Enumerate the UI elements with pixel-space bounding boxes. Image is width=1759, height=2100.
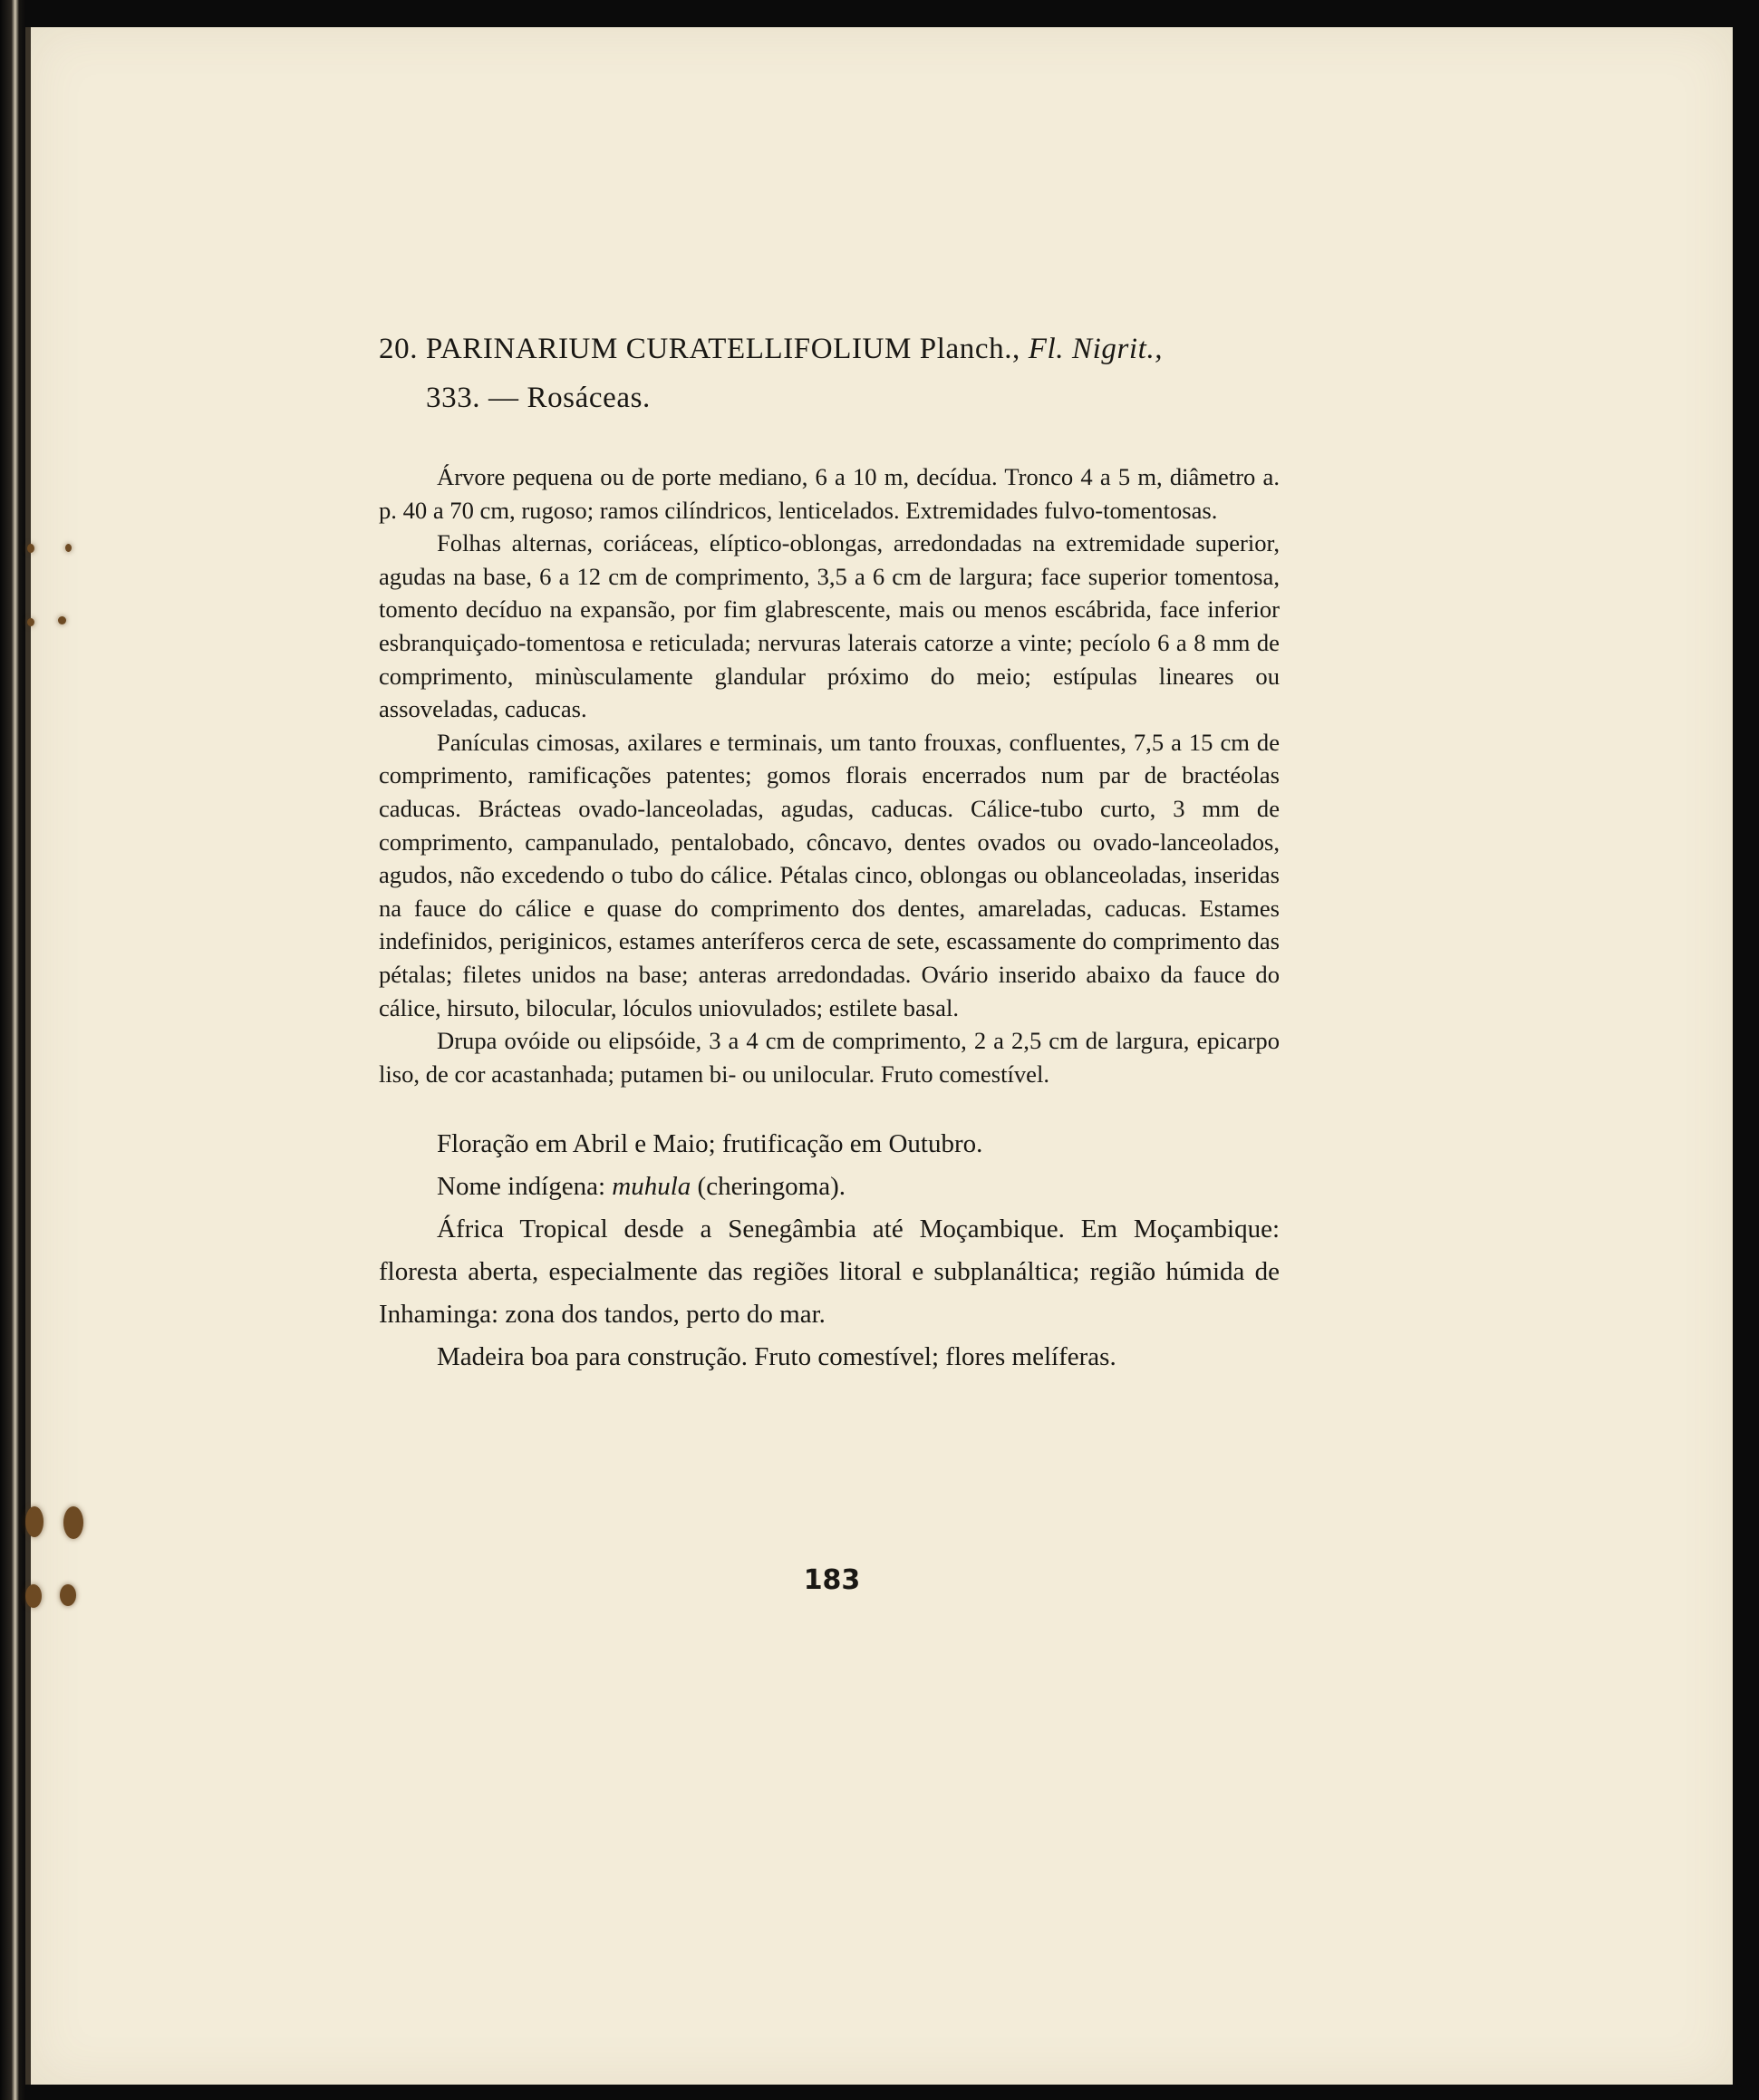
rust-spot — [25, 1506, 43, 1537]
rust-spot — [27, 544, 34, 553]
common-name-region: (cheringoma). — [697, 1172, 846, 1202]
text-block — [379, 324, 1280, 1379]
reference-work: Fl. Nigrit., — [1028, 333, 1164, 365]
description-paragraph: Panículas cimosas, axilares e terminais, um tanto frouxas, confluentes, 7,5 a 15 cm de comprimento, ramificações patentes; gomos florais encerrados num par de bractéolas caducas. Brácteas ovado-lanceoladas, agudas, caducas. Cálice-tubo curto, 3 mm de comprimento, campanulado, pentalobado, côncavo, dentes ovados ou ovado-lanceolados, agudos, não excedendo o tubo do cálice. Pétalas cinco, oblongas ou oblanceoladas, inseridas na fauce do cálice e quase do comprimento dos dentes, amareladas, caducas. Estames indefinidos, periginicos, estames anteríferos cerca de sete, escassamente do comprimento das pétalas; filetes unidos na base; anteras arredondadas. Ovário inserido abaixo da fauce do cálice, hirsuto, bilocular, lóculos uniovulados; estilete basal. — [379, 728, 1280, 1021]
notes — [379, 1123, 1280, 1379]
rust-spot — [63, 1506, 83, 1539]
reference-page: 333. — [426, 382, 481, 414]
rust-spot — [58, 616, 66, 624]
family-name: — Rosáceas. — [488, 382, 651, 414]
flowering-note: Floração em Abril e Maio; frutificação em Outubro. — [437, 1129, 983, 1159]
rust-spot — [65, 544, 72, 552]
description — [379, 460, 1280, 1090]
description-paragraph: Drupa ovóide ou elipsóide, 3 a 4 cm de comprimento, 2 a 2,5 cm de largura, epicarpo liso, de cor acastanhada; putamen bi- ou unilocular. Fruto comestível. — [379, 1027, 1280, 1088]
uses-note: Madeira boa para construção. Fruto comestível; flores melíferas. — [437, 1342, 1116, 1372]
species-name: PARINARIUM CURATELLIFOLIUM — [425, 333, 912, 365]
species-author: Planch., — [919, 333, 1020, 365]
rust-spot — [27, 618, 34, 626]
entry-number: 20. — [379, 333, 419, 365]
description-paragraph: Árvore pequena ou de porte mediano, 6 a 10 m, decídua. Tronco 4 a 5 m, diâmetro a. p. 40 a 70 cm, rugoso; ramos cilíndricos, lenticelados. Extremidades fulvo-tomentosas. — [379, 463, 1280, 524]
common-name-label: Nome indígena: — [437, 1172, 606, 1202]
distribution-note: África Tropical desde a Senegâmbia até Moçambique. Em Moçambique: floresta aberta, especialmente das regiões litoral e subplanáltica; região húmida de Inhaminga: zona dos tandos, perto do mar. — [379, 1215, 1280, 1330]
common-name-note — [379, 1166, 1280, 1208]
entry-heading — [379, 324, 1280, 422]
description-paragraph: Folhas alternas, coriáceas, elíptico-oblongas, arredondadas na extremidade superior, agudas na base, 6 a 12 cm de comprimento, 3,5 a 6 cm de largura; face superior tomentosa, tomento decíduo na expansão, por fim glabrescente, mais ou menos escábrida, face inferior esbranquiçado-tomentosa e reticulada; nervuras laterais catorze a vinte; pecíolo 6 a 8 mm de comprimento, minùsculamente glandular próximo do meio; estípulas lineares ou assoveladas, caducas. — [379, 529, 1280, 723]
book-binding — [0, 0, 25, 2100]
rust-spot — [60, 1584, 76, 1606]
rust-spot — [25, 1584, 42, 1608]
page-number: 183 — [803, 1564, 861, 1596]
common-name: muhula — [612, 1172, 691, 1202]
